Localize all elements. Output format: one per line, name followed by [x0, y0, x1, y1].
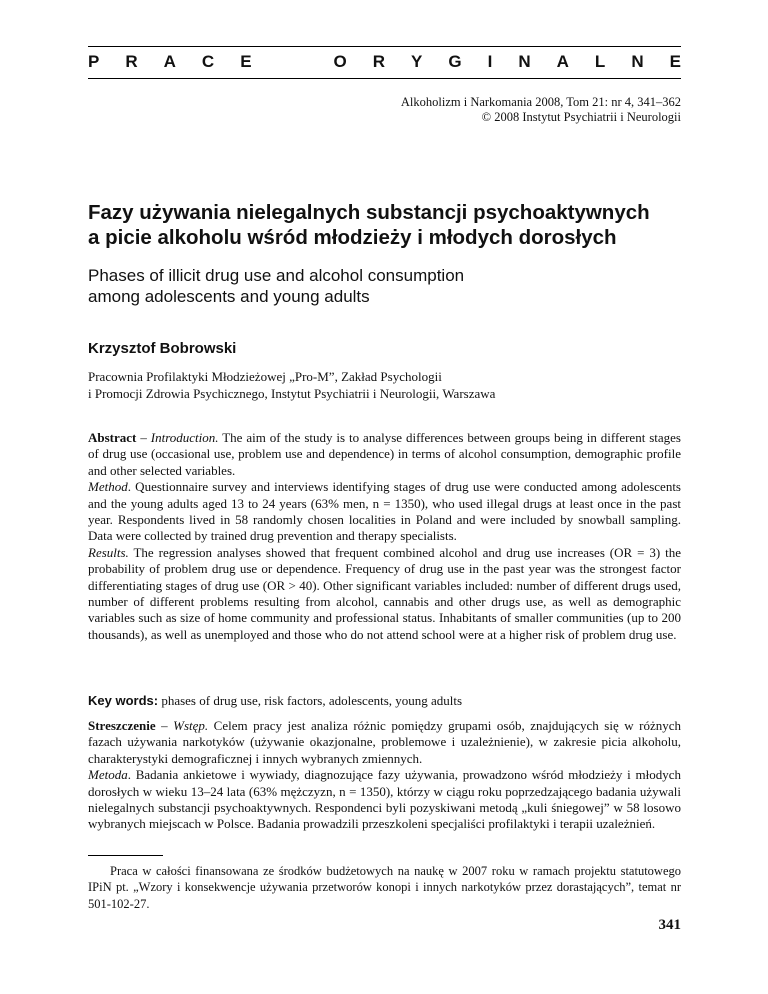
- title-line: a picie alkoholu wśród młodzieży i młodych dorosłych: [88, 226, 617, 249]
- section-word-gap: [278, 52, 308, 74]
- streszczenie: [88, 718, 681, 833]
- abstract-intro-text: The aim of the study is to analyse differences between groups being in different stages of drug use (occasional use, problem use and dependence) in terms of alcohol consumption, demographic profile and other selected variables.: [88, 430, 681, 478]
- subtitle-line: Phases of illicit drug use and alcohol consumption: [88, 266, 465, 285]
- author-affiliation: [88, 368, 688, 402]
- abstract-label: Abstract: [88, 430, 137, 445]
- section-letter: O: [333, 52, 347, 71]
- page-number: 341: [658, 917, 681, 933]
- footnote-rule: [88, 855, 163, 856]
- abstract-method: [88, 479, 681, 545]
- author-name: Krzysztof Bobrowski: [88, 340, 237, 357]
- affiliation-line: Pracownia Profilaktyki Młodzieżowej „Pro-M”, Zakład Psychologii: [88, 369, 442, 384]
- streszczenie-method-label: Metoda: [88, 767, 128, 783]
- streszczenie-intro-label: Wstęp.: [173, 718, 209, 733]
- section-letter: I: [487, 52, 493, 71]
- section-letter: E: [240, 52, 252, 71]
- section-letter: N: [631, 52, 644, 71]
- abstract-intro: [88, 430, 681, 479]
- section-letter: N: [518, 52, 531, 71]
- section-letter: R: [372, 52, 386, 71]
- abstract-method-label: Method: [88, 479, 128, 495]
- article-title: [88, 200, 688, 250]
- abstract-results-label: Results.: [88, 544, 129, 560]
- section-letter: A: [163, 52, 176, 71]
- abstract-method-text: . Questionnaire survey and interviews identifying stages of drug use were conducted among adolescents and the young adults aged 13 to 24 years (63% men, n = 1350), who used illegal drugs at least once in the past year. Respondents lived in 58 randomly chosen localities in Poland and were included by snowball sampling. Data were collected by trained drug prevention and therapy specialists.: [88, 479, 681, 544]
- journal-copyright: © 2008 Instytut Psychiatrii i Neurologii: [481, 110, 681, 124]
- streszczenie-method: [88, 767, 681, 833]
- section-letter: Y: [411, 52, 423, 71]
- affiliation-line: i Promocji Zdrowia Psychicznego, Instytut Psychiatrii i Neurologii, Warszawa: [88, 386, 496, 401]
- journal-citation-block: [401, 95, 681, 125]
- abstract-results-text: The regression analyses showed that frequent combined alcohol and drug use increases (OR = 3) the probability of problem drug use or dependence. Frequency of drug use in the past year was the strongest factor differentiating stages of drug use (OR > 40). Other significant variables included: number of different drugs used, number of different problems resulting from alcohol, cannabis and other drugs use, as well as demographic variables such as size of home community and professional status. Inhabitants of smaller communities (up to 200 thousands), as well as unemployed and those who do not attend school were at a higher risk of problem drug use.: [88, 544, 681, 642]
- abstract-dash: –: [136, 430, 151, 445]
- section-letter: A: [556, 52, 569, 71]
- header-rule-bottom: [88, 78, 681, 79]
- section-letter: E: [669, 52, 681, 71]
- abstract-intro-label: Introduction.: [150, 430, 219, 445]
- keywords-text: phases of drug use, risk factors, adolescents, young adults: [158, 693, 463, 708]
- section-letter: C: [201, 52, 215, 71]
- section-letter: L: [594, 52, 606, 71]
- section-letter: G: [448, 52, 462, 71]
- abstract: [88, 430, 681, 643]
- article-subtitle: [88, 265, 688, 307]
- journal-citation: Alkoholizm i Narkomania 2008, Tom 21: nr 4, 341–362: [400, 95, 681, 109]
- section-letter: P: [88, 52, 100, 71]
- streszczenie-label: Streszczenie: [88, 718, 156, 733]
- streszczenie-intro: [88, 718, 681, 767]
- footnote: Praca w całości finansowana ze środków budżetowych na naukę w 2007 roku w ramach projektu statutowego IPiN pt. „Wzory i konsekwencje używania przetworów konopi i innych narkotyków przez dorastających”, temat nr 501-102-27.: [88, 864, 681, 911]
- streszczenie-intro-text: Celem pracy jest analiza różnic pomiędzy grupami osób, znajdujących się w różnych fazach używania narkotyków (używanie okazjonalne, problemowe i uzależnienie), w zakresie picia alkoholu, charakterystyki demograficznej i innych wybranych zmiennych.: [88, 718, 682, 766]
- abstract-results: [88, 545, 681, 643]
- streszczenie-method-text: . Badania ankietowe i wywiady, diagnozujące fazy używania, prowadzono wśród młodzieży i młodych dorosłych w wieku 13–24 lata (63% mężczyzn, n = 1350), którzy w ciągu roku poprzedzającego badania używali nielegalnych substancji psychoaktywnych. Respondenci byli pozyskiwani metodą „kuli śniegowej” w 58 losowo wybranych miejscach w Polsce. Badania prowadzili przeszkoleni specjaliści profilaktyki i terapii uzależnień.: [88, 767, 681, 832]
- streszczenie-dash: –: [155, 718, 174, 733]
- subtitle-line: among adolescents and young adults: [88, 287, 370, 306]
- keywords: [88, 693, 681, 709]
- keywords-label: Key words:: [88, 693, 159, 708]
- title-line: Fazy używania nielegalnych substancji psychoaktywnych: [88, 201, 650, 224]
- header-rule-top: [88, 46, 681, 47]
- section-label: [88, 52, 681, 74]
- section-letter: R: [125, 52, 138, 71]
